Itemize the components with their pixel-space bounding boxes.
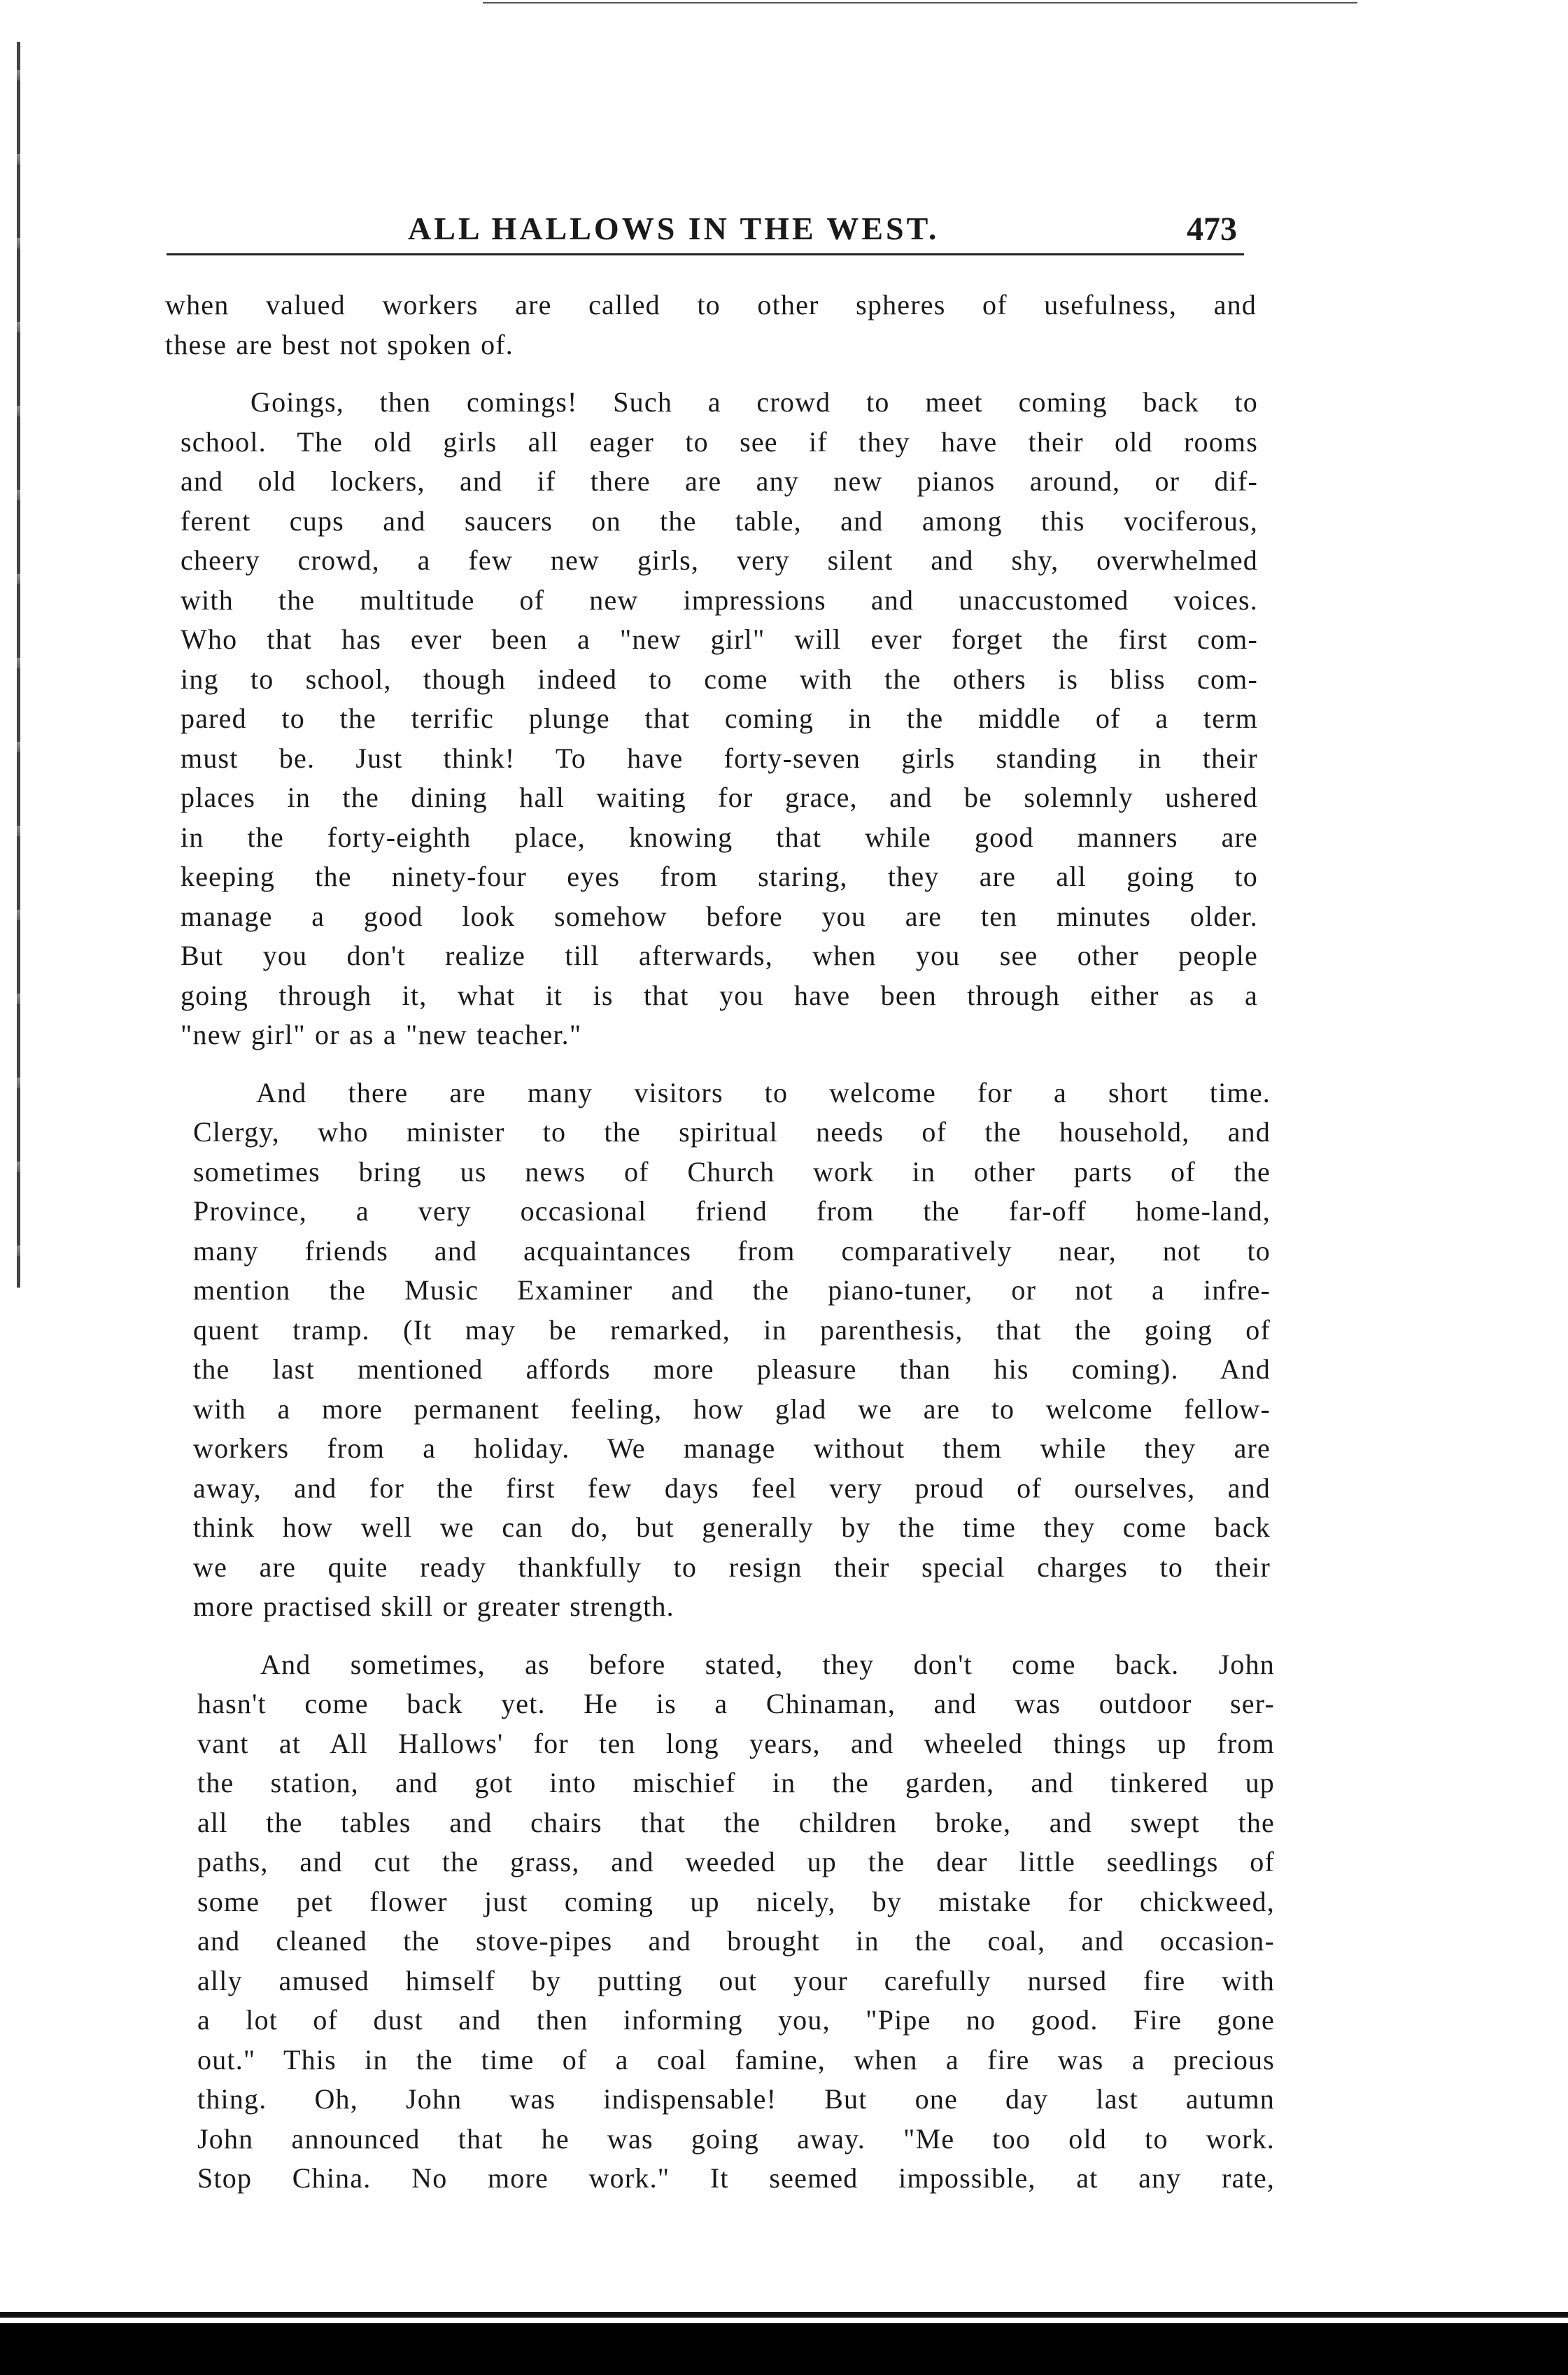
text-line: And sometimes, as before stated, they don't come back. John <box>260 1648 1275 1680</box>
text-line: we are quite ready thankfully to resign their special charges to their <box>193 1551 1271 1583</box>
bottom-scan-edge <box>0 2312 1568 2318</box>
text-line: many friends and acquaintances from comparatively near, not to <box>193 1234 1271 1267</box>
text-line: Province, a very occasional friend from the far-off home-land, <box>193 1195 1271 1227</box>
text-line: vant at All Hallows' for ten long years, and wheeled things up from <box>197 1727 1275 1759</box>
text-line: paths, and cut the grass, and weeded up the dear little seedlings of <box>197 1846 1275 1877</box>
text-line: places in the dining hall waiting for grace, and be solemnly ushered <box>181 782 1258 813</box>
text-line: with the multitude of new impressions and unaccustomed voices. <box>181 584 1258 616</box>
text-line: mention the Music Examiner and the piano-tuner, or not a infre- <box>193 1274 1271 1306</box>
text-line: John announced that he was going away. "Me too old to work. <box>197 2122 1275 2155</box>
text-line: the last mentioned affords more pleasure than his coming). And <box>193 1353 1271 1385</box>
paragraph-1 <box>165 286 1257 365</box>
text-line: must be. Just think! To have forty-seven girls standing in their <box>181 742 1258 774</box>
text-line: going through it, what it is that you have been through either as a <box>181 979 1258 1011</box>
body-text <box>165 286 1275 2217</box>
text-line: sometimes bring us news of Church work in other parts of the <box>193 1155 1271 1188</box>
text-line: thing. Oh, John was indispensable! But one day last autumn <box>197 2083 1275 2115</box>
text-line: and old lockers, and if there are any new pianos around, or dif- <box>181 465 1258 497</box>
paragraph-2 <box>181 383 1257 1055</box>
text-line: Stop China. No more work." It seemed impossible, at any rate, <box>197 2162 1275 2194</box>
page-header <box>167 203 1244 252</box>
binding-edge <box>17 42 20 1288</box>
text-line: But you don't realize till afterwards, when you see other people <box>181 940 1258 971</box>
text-line: the station, and got into mischief in the garden, and tinkered up <box>197 1767 1275 1798</box>
text-line: quent tramp. (It may be remarked, in parenthesis, that the going of <box>193 1313 1271 1346</box>
text-line: more practised skill or greater strength. <box>193 1591 674 1622</box>
text-line: when valued workers are called to other spheres of usefulness, and <box>165 289 1257 320</box>
text-line: all the tables and chairs that the children broke, and swept the <box>197 1806 1275 1838</box>
text-line: in the forty-eighth place, knowing that while good manners are <box>181 821 1258 853</box>
text-line: Goings, then comings! Such a crowd to meet coming back to <box>250 386 1258 418</box>
text-line: workers from a holiday. We manage without them while they are <box>193 1432 1271 1464</box>
text-line: ally amused himself by putting out your carefully nursed fire with <box>197 1964 1275 1996</box>
top-scan-rule <box>483 2 1357 3</box>
paragraph-4 <box>197 1645 1275 2199</box>
text-line: manage a good look somehow before you are ten minutes older. <box>181 900 1258 932</box>
page-number: 473 <box>1187 211 1237 248</box>
running-title: ALL HALLOWS IN THE WEST. <box>408 211 940 246</box>
text-line: "new girl" or as a "new teacher." <box>181 1019 582 1050</box>
text-line: some pet flower just coming up nicely, by mistake for chickweed, <box>197 1885 1275 1917</box>
text-line: think how well we can do, but generally by the time they come back <box>193 1511 1271 1543</box>
text-line: cheery crowd, a few new girls, very silent and shy, overwhelmed <box>181 544 1258 576</box>
bottom-scan-band <box>0 2323 1568 2375</box>
text-line: these are best not spoken of. <box>165 328 514 360</box>
text-line: a lot of dust and then informing you, "Pipe no good. Fire gone <box>197 2004 1275 2036</box>
text-line: and cleaned the stove-pipes and brought in the coal, and occasion- <box>197 1925 1275 1957</box>
text-line: out." This in the time of a coal famine, when a fire was a precious <box>197 2043 1275 2076</box>
text-line: ferent cups and saucers on the table, and among this vociferous, <box>181 505 1258 537</box>
text-line: pared to the terrific plunge that coming in the middle of a term <box>181 703 1258 734</box>
text-line: hasn't come back yet. He is a Chinaman, and was outdoor ser- <box>197 1688 1275 1719</box>
text-line: And there are many visitors to welcome for a short time. <box>256 1076 1271 1108</box>
header-rule <box>167 253 1244 255</box>
text-line: Who that has ever been a "new girl" will ever forget the first com- <box>181 623 1258 655</box>
text-line: Clergy, who minister to the spiritual needs of the household, and <box>193 1116 1271 1148</box>
text-line: with a more permanent feeling, how glad we are to welcome fellow- <box>193 1393 1271 1425</box>
paragraph-3 <box>193 1073 1271 1627</box>
text-line: school. The old girls all eager to see if they have their old rooms <box>181 425 1258 458</box>
text-line: away, and for the first few days feel very proud of ourselves, and <box>193 1472 1271 1504</box>
text-line: ing to school, though indeed to come with the others is bliss com- <box>181 663 1258 695</box>
text-line: keeping the ninety-four eyes from staring, they are all going to <box>181 861 1258 892</box>
